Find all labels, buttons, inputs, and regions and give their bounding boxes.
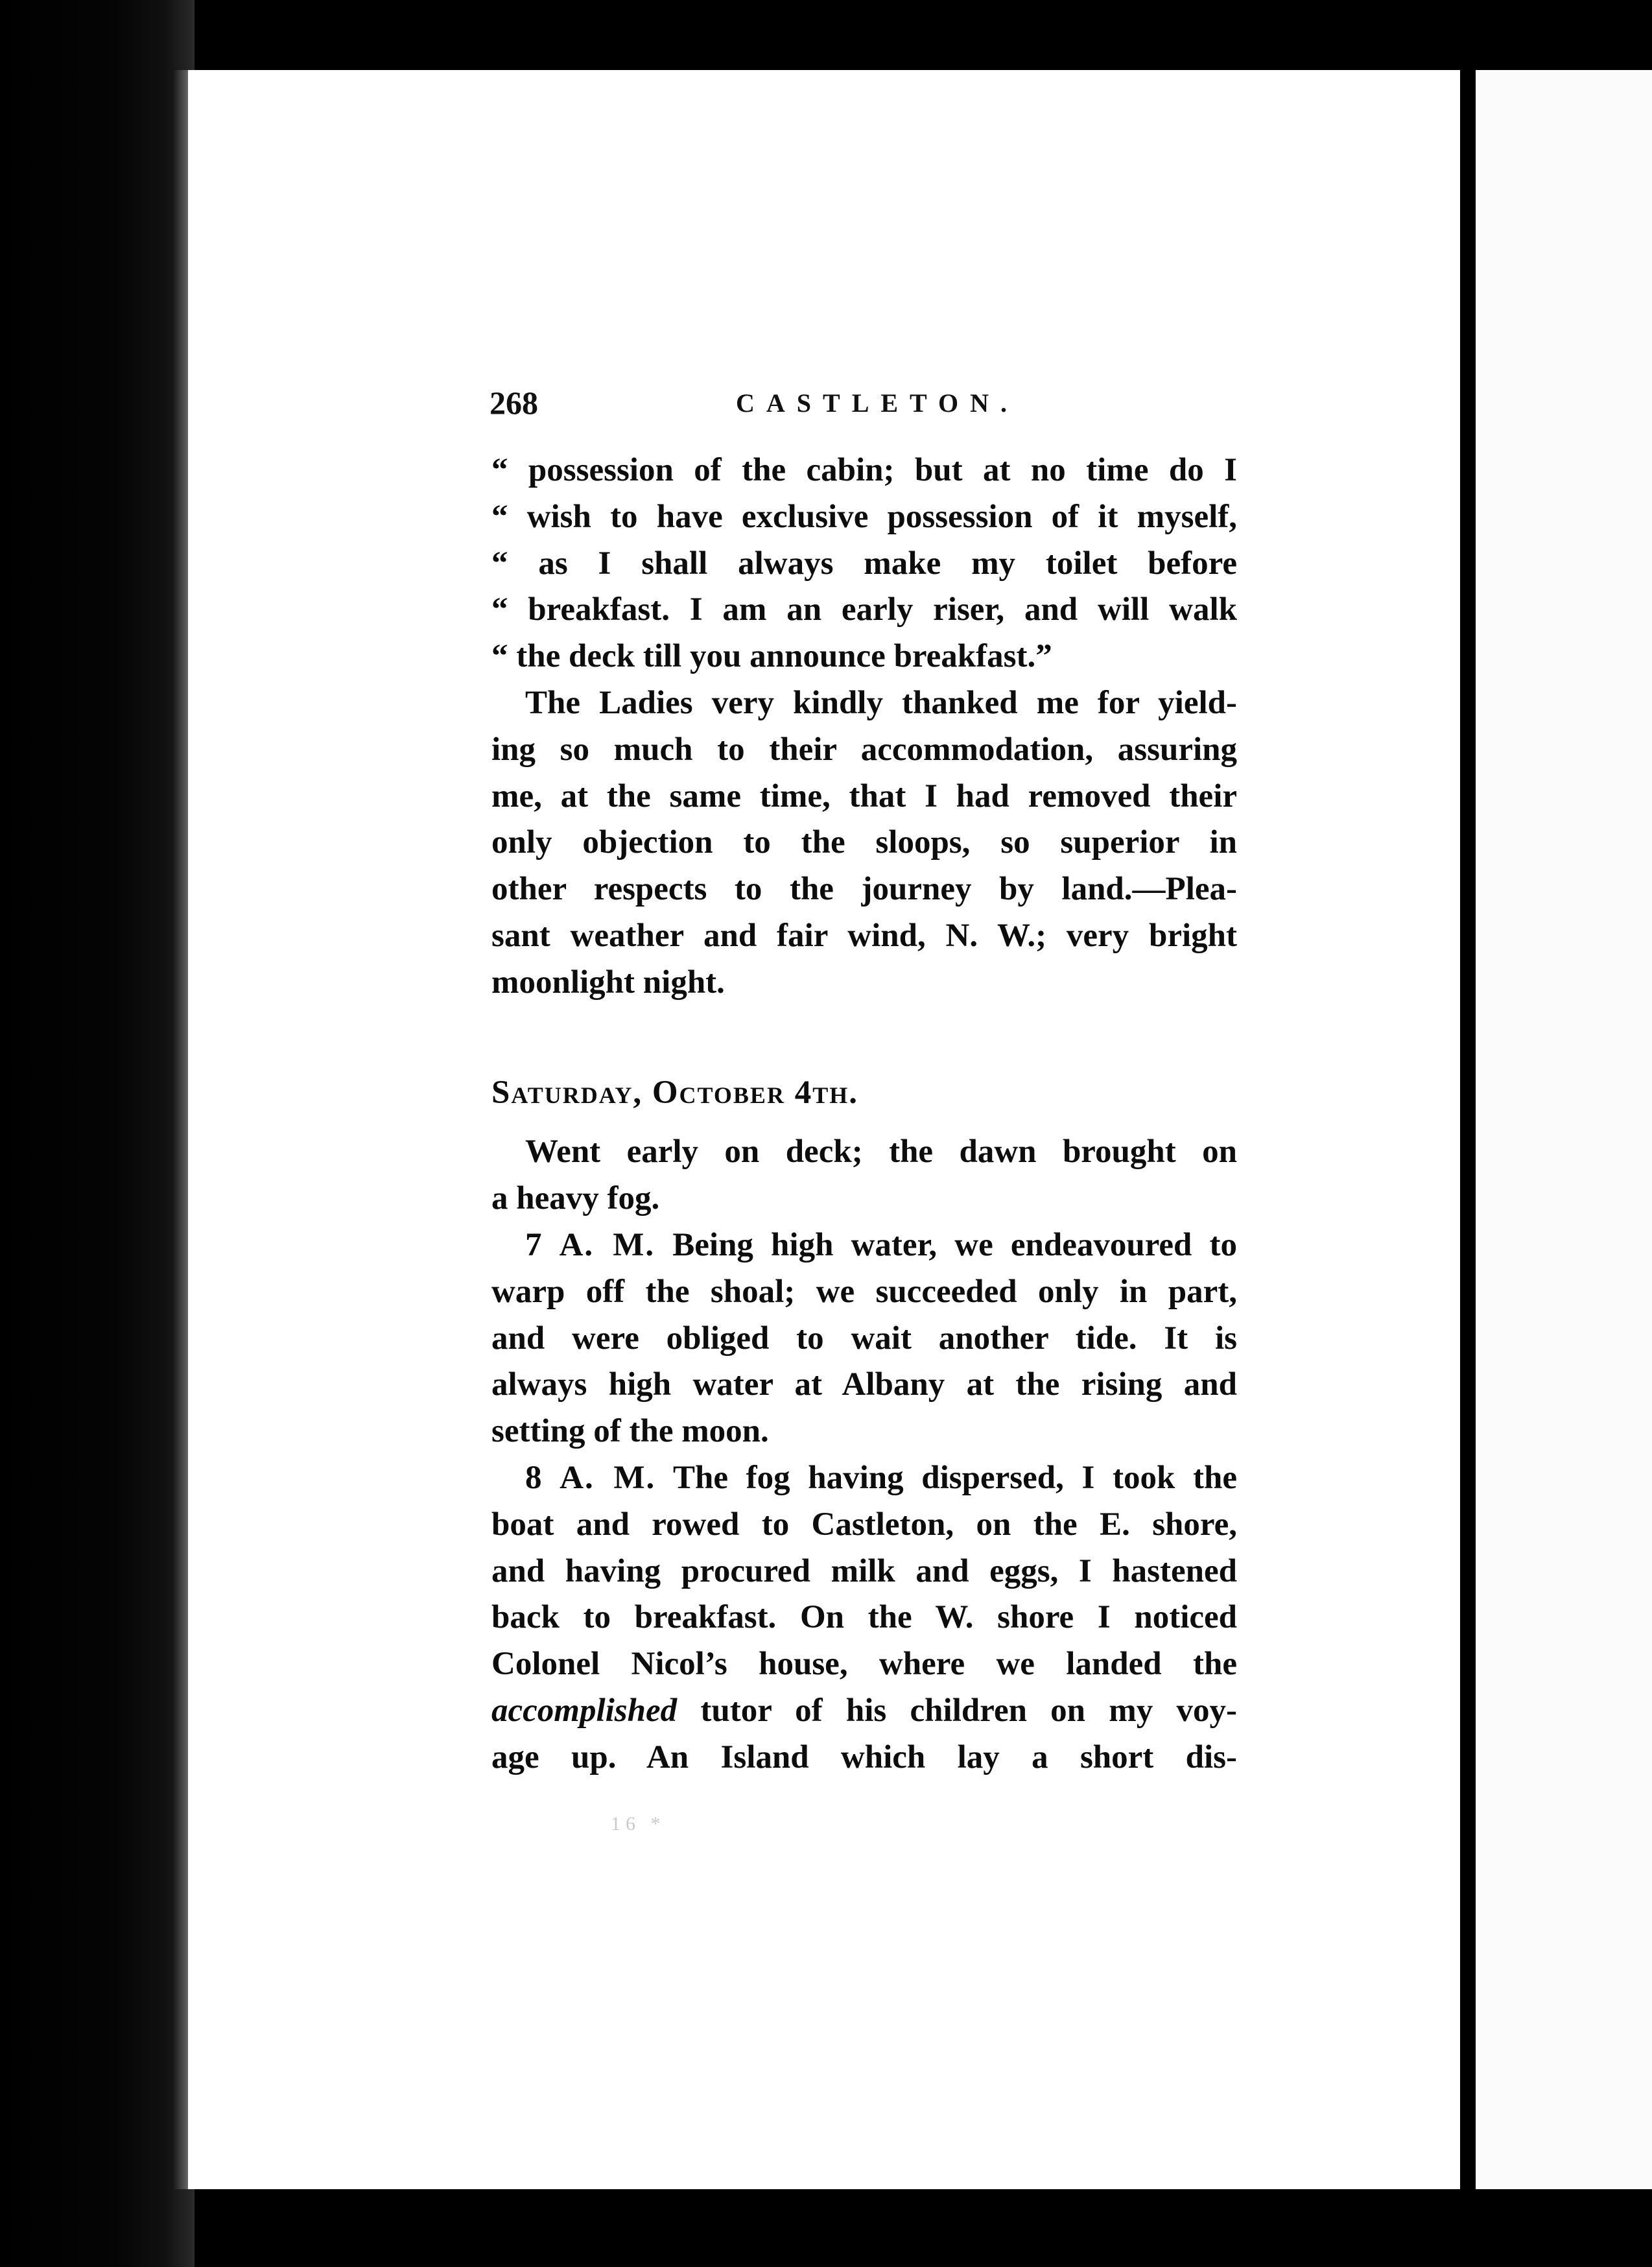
- time-label: A. M.: [560, 1459, 656, 1496]
- adjacent-page-edge: [1476, 70, 1652, 2189]
- scan-border-left: [0, 0, 195, 2267]
- text-line: [491, 1222, 1237, 1269]
- text-line: a heavy fog.: [491, 1180, 660, 1217]
- text-fragment: The fog having dispersed, I took the: [672, 1459, 1237, 1496]
- text-line: The Ladies very kindly thanked me for yield-: [525, 684, 1237, 721]
- italic-word: accomplished: [491, 1692, 678, 1729]
- text-line: moonlight night.: [491, 964, 725, 1001]
- text-line: other respects to the journey by land.—Plea-: [491, 871, 1237, 908]
- text-line: [491, 1688, 1237, 1735]
- text-line: “ possession of the cabin; but at no time do I: [491, 452, 1237, 488]
- body-text: [491, 447, 1237, 1781]
- text-line: “ as I shall always make my toilet before: [491, 545, 1237, 582]
- text-line: setting of the moon.: [491, 1413, 769, 1450]
- time-hour: 7: [525, 1226, 542, 1263]
- text-line: only objection to the sloops, so superior in: [491, 824, 1237, 861]
- text-line: back to breakfast. On the W. shore I noticed: [491, 1599, 1237, 1636]
- text-line: [491, 1455, 1237, 1502]
- running-head: CASTLETON.: [736, 388, 1019, 418]
- text-fragment: Being high water, we endeavoured to: [672, 1226, 1237, 1263]
- text-fragment: tutor of his children on my voy-: [700, 1692, 1237, 1729]
- text-line: ing so much to their accommodation, assuring: [491, 731, 1237, 768]
- text-line: and were obliged to wait another tide. It is: [491, 1320, 1237, 1357]
- page-header: [490, 384, 1242, 423]
- text-line: me, at the same time, that I had removed their: [491, 777, 1237, 814]
- time-hour: 8: [525, 1459, 542, 1496]
- text-line: sant weather and fair wind, N. W.; very bright: [491, 917, 1237, 954]
- date-heading: Saturday, October 4th.: [491, 1074, 858, 1111]
- page-number: 268: [490, 385, 538, 421]
- text-line: age up. An Island which lay a short dis-: [491, 1739, 1237, 1775]
- page-gutter-right: [1460, 70, 1476, 2189]
- text-line: Colonel Nicol’s house, where we landed the: [491, 1646, 1237, 1683]
- text-line: “ breakfast. I am an early riser, and will walk: [491, 591, 1237, 628]
- text-line: and having procured milk and eggs, I hastened: [491, 1552, 1237, 1589]
- text-line: warp off the shoal; we succeeded only in part,: [491, 1273, 1237, 1310]
- signature-mark: 16 *: [611, 1813, 666, 1834]
- text-line: Went early on deck; the dawn brought on: [525, 1134, 1237, 1170]
- text-line: always high water at Albany at the rising and: [491, 1366, 1237, 1403]
- time-label: A. M.: [559, 1226, 655, 1263]
- text-line: “ the deck till you announce breakfast.”: [491, 638, 1052, 675]
- text-line: “ wish to have exclusive possession of it myself,: [491, 498, 1237, 535]
- text-line: boat and rowed to Castleton, on the E. shore,: [491, 1506, 1237, 1543]
